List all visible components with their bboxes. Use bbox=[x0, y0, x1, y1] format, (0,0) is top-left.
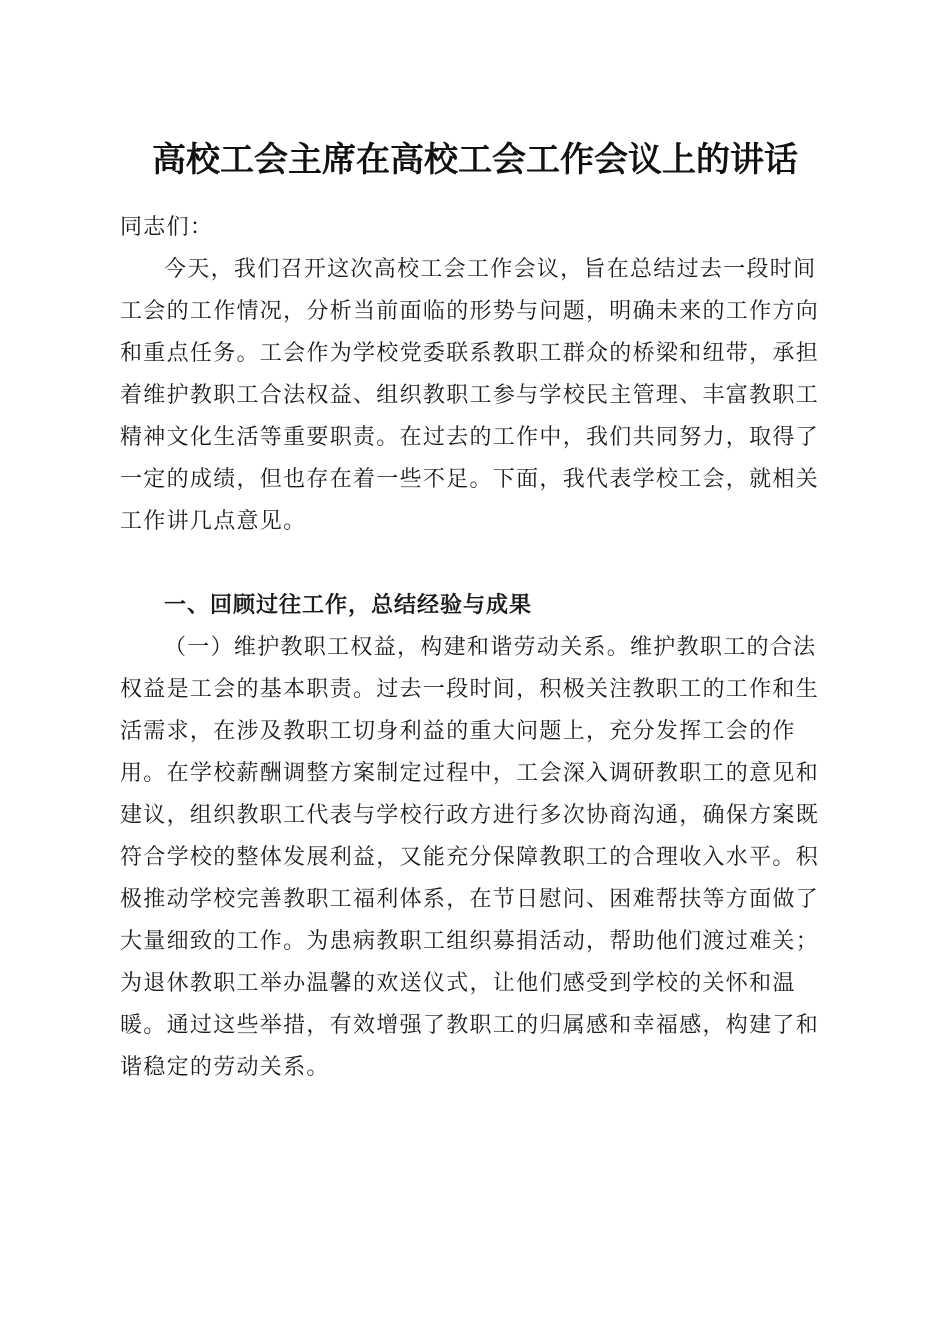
section-heading-1: 一、回顾过往工作，总结经验与成果 bbox=[164, 593, 533, 618]
opening-paragraph: 今天，我们召开这次高校工会工作会议，旨在总结过去一段时间工会的工作情况，分析当前面临的形势与问题，明确未来的工作方向和重点任务。工会作为学校党委联系教职工群众的桥梁和纽带，承担着维护教职工合法权益、组织教职工参与学校民主管理、丰富教职工精神文化生活等重要职责。在过去的工作中，我们共同努力，取得了一定的成绩，但也存在着一些不足。下面，我代表学校工会，就相关工作讲几点意见。 bbox=[120, 257, 820, 534]
salutation: 同志们： bbox=[120, 215, 214, 240]
document-title: 高校工会主席在高校工会工作会议上的讲话 bbox=[152, 140, 798, 180]
section-1-paragraph-1: （一）维护教职工权益，构建和谐劳动关系。维护教职工的合法权益是工会的基本职责。过去一段时间，积极关注教职工的工作和生活需求，在涉及教职工切身利益的重大问题上，充分发挥工会的作用。在学校薪酬调整方案制定过程中，工会深入调研教职工的意见和建议，组织教职工代表与学校行政方进行多次协商沟通，确保方案既符合学校的整体发展利益，又能充分保障教职工的合理收入水平。积极推动学校完善教职工福利体系，在节日慰问、困难帮扶等方面做了大量细致的工作。为患病教职工组织募捐活动，帮助他们渡过难关；为退休教职工举办温馨的欢送仪式，让他们感受到学校的关怀和温暖。通过这些举措，有效增强了教职工的归属感和幸福感，构建了和谐稳定的劳动关系。 bbox=[120, 635, 820, 1080]
